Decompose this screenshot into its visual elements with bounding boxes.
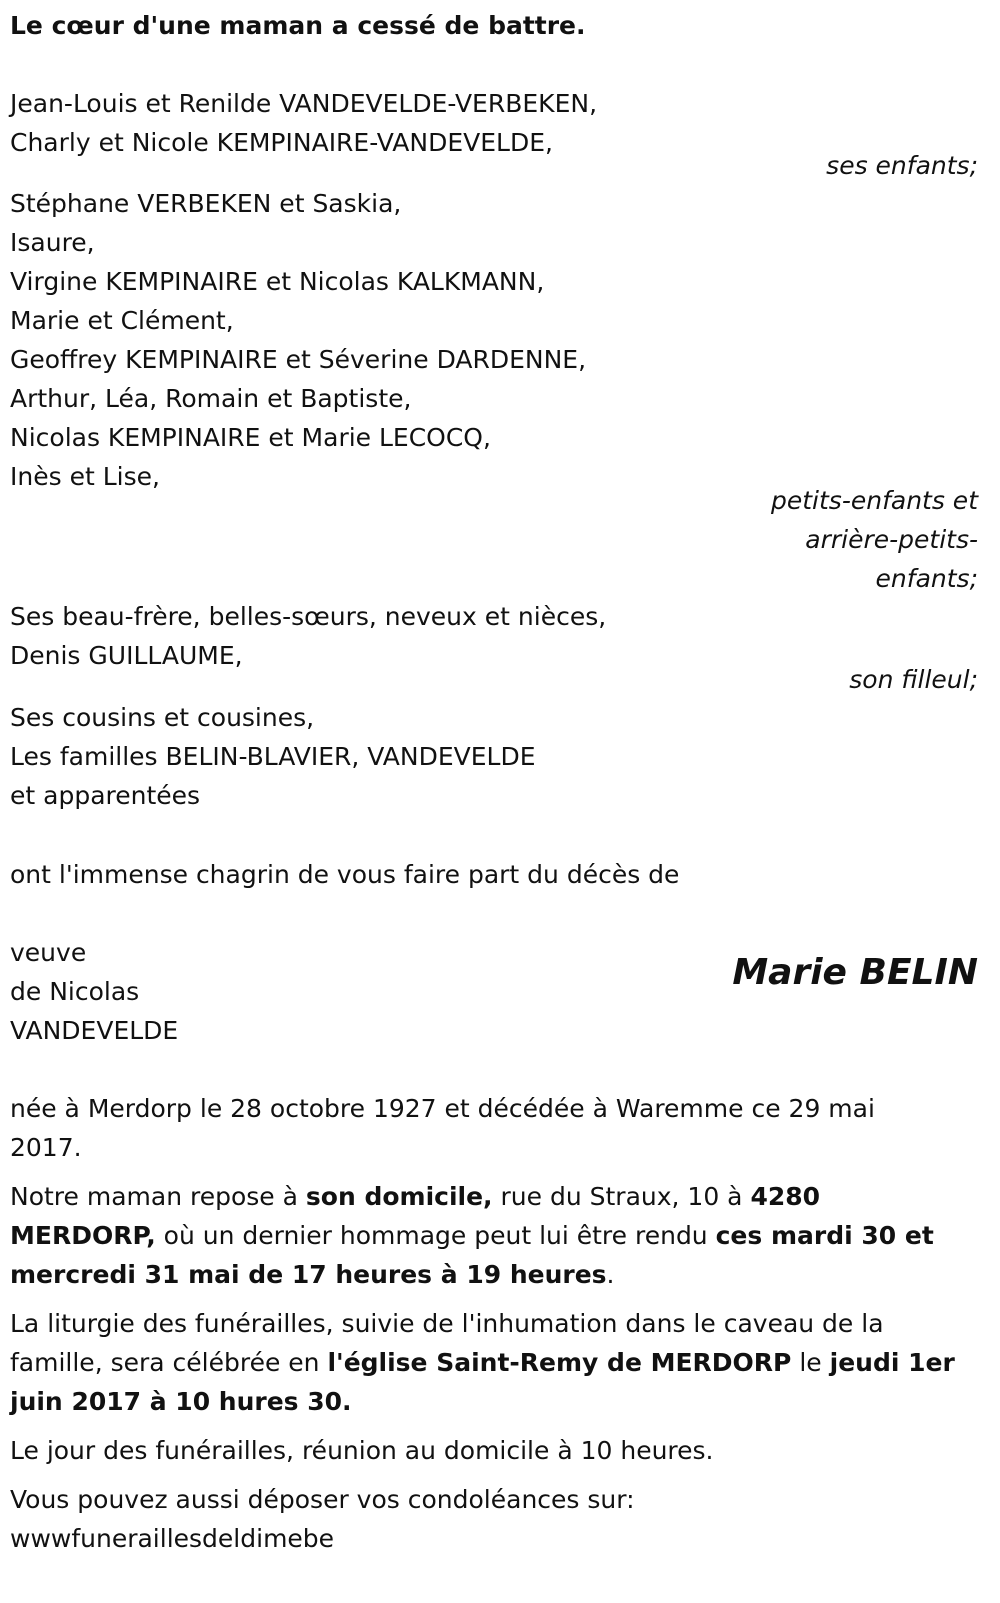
repose-postcode: 4280 [750,1182,821,1211]
announcement: ont l'immense chagrin de vous faire part du décès de [10,860,680,889]
cousins-line: Ses cousins et cousines, [10,703,315,732]
liturgy-text: famille, sera célébrée en [10,1348,328,1377]
liturgy-time: juin 2017 à 10 hures 30. [10,1387,352,1416]
widow-line: veuve [10,938,87,967]
liturgy-date: jeudi 1er [829,1348,955,1377]
grandchild-line: Marie et Clément, [10,306,234,335]
birth-death-line: 2017. [10,1133,82,1162]
liturgy-text: le [791,1348,830,1377]
repose-text: Notre maman repose à [10,1182,306,1211]
grandchild-line: Virgine KEMPINAIRE et Nicolas KALKMANN, [10,267,545,296]
birth-death-line: née à Merdorp le 28 octobre 1927 et décédée à Waremme ce 29 mai [10,1094,875,1123]
liturgy-line [10,1343,955,1383]
grandchild-line: Stéphane VERBEKEN et Saskia, [10,189,402,218]
godson-relation: son filleul; [849,665,978,694]
deceased-name: Marie BELIN [732,952,978,993]
child-line: Charly et Nicole KEMPINAIRE-VANDEVELDE, [10,128,553,157]
godson-line: Denis GUILLAUME, [10,641,243,670]
repose-hours: mercredi 31 mai de 17 heures à 19 heures [10,1260,607,1289]
grandchild-line: Inès et Lise, [10,462,160,491]
repose-line [10,1255,615,1295]
liturgy-church: l'église Saint-Remy de MERDORP [327,1348,792,1377]
grandchild-line: Arthur, Léa, Romain et Baptiste, [10,384,412,413]
repose-location: son domicile, [305,1182,493,1211]
condolences-line: Vous pouvez aussi déposer vos condoléances sur: [10,1485,635,1514]
child-line: Jean-Louis et Renilde VANDEVELDE-VERBEKEN, [10,89,598,118]
repose-text: . [606,1260,615,1289]
grandchildren-relation: petits-enfants et [771,486,978,515]
inlaws-line: Ses beau-frère, belles-sœurs, neveux et nièces, [10,602,607,631]
grandchildren-relation: enfants; [875,564,978,593]
grandchildren-relation: arrière-petits- [805,525,978,554]
grandchild-line: Nicolas KEMPINAIRE et Marie LECOCQ, [10,423,491,452]
repose-town: MERDORP, [10,1221,156,1250]
cousins-line: Les familles BELIN-BLAVIER, VANDEVELDE [10,742,536,771]
children-relation: ses enfants; [826,151,978,180]
repose-dates: ces mardi 30 et [715,1221,934,1250]
liturgy-line: La liturgie des funérailles, suivie de l'inhumation dans le caveau de la [10,1309,884,1338]
cousins-line: et apparentées [10,781,201,810]
widow-line: de Nicolas [10,977,140,1006]
widow-line: VANDEVELDE [10,1016,179,1045]
repose-line [10,1216,934,1256]
headline: Le cœur d'une maman a cessé de battre. [10,11,586,40]
grandchild-line: Isaure, [10,228,95,257]
condolences-url: wwwfuneraillesdeldimebe [10,1524,335,1553]
repose-text: rue du Straux, 10 à [492,1182,751,1211]
grandchild-line: Geoffrey KEMPINAIRE et Séverine DARDENNE, [10,345,587,374]
repose-text: où un dernier hommage peut lui être rendu [155,1221,716,1250]
repose-line [10,1177,820,1217]
meeting-line: Le jour des funérailles, réunion au domicile à 10 heures. [10,1436,714,1465]
